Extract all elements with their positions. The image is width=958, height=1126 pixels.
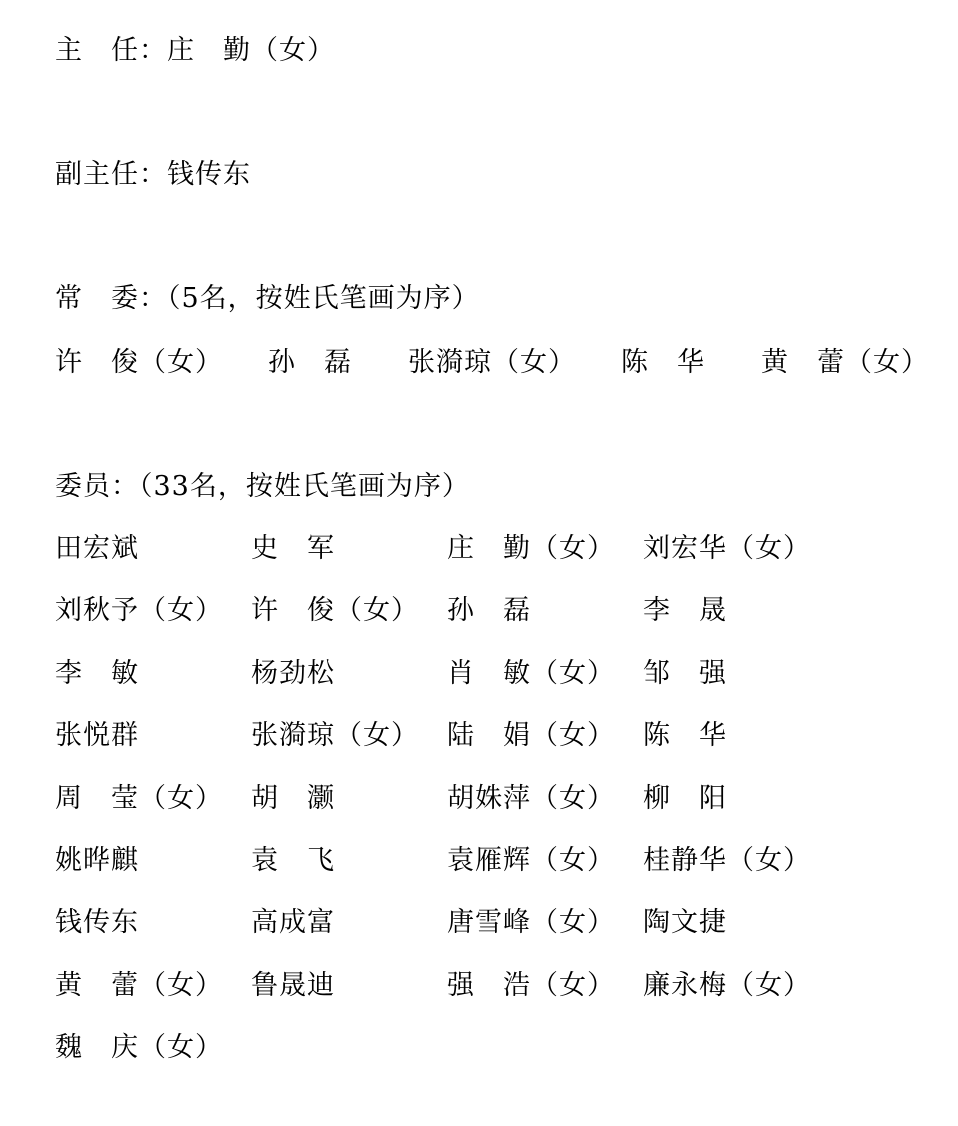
member-name: 李 晟 [643,595,727,626]
member-name: 鲁晟迪 [251,970,335,1001]
member-name: 高成富 [251,907,335,938]
member-name: 张漪琼（女） [251,720,419,751]
member-name: 黄 蕾（女） [55,970,223,1001]
standing-member-name: 张漪琼（女） [408,347,576,378]
standing-member-name: 许 俊（女） [55,347,223,378]
member-name: 唐雪峰（女） [447,907,615,938]
member-name: 陆 娟（女） [447,720,615,751]
member-name: 孙 磊 [447,595,531,626]
member-name: 肖 敏（女） [447,658,615,689]
member-name: 强 浩（女） [447,970,615,1001]
member-name: 姚晔麒 [55,845,139,876]
member-name: 胡姝萍（女） [447,783,615,814]
member-name: 田宏斌 [55,533,139,564]
member-name: 胡 灏 [251,783,335,814]
member-name: 陶文捷 [643,907,727,938]
member-name: 袁雁辉（女） [447,845,615,876]
member-name: 刘秋予（女） [55,595,223,626]
member-name: 刘宏华（女） [643,533,811,564]
members-heading: 委员：（33名，按姓氏笔画为序） [55,471,470,502]
member-name: 廉永梅（女） [643,970,811,1001]
member-name: 邹 强 [643,658,727,689]
member-name: 钱传东 [55,907,139,938]
standing-member-name: 陈 华 [621,347,705,378]
standing-member-name: 孙 磊 [268,347,352,378]
standing-member-name: 黄 蕾（女） [761,347,929,378]
member-name: 袁 飞 [251,845,335,876]
member-name: 李 敏 [55,658,139,689]
member-name: 杨劲松 [251,658,335,689]
standing-committee-heading: 常 委：（5名，按姓氏笔画为序） [55,283,480,314]
member-name: 张悦群 [55,720,139,751]
chair-line: 主 任：庄 勤（女） [55,35,335,66]
member-name: 柳 阳 [643,783,727,814]
member-name: 陈 华 [643,720,727,751]
member-name: 庄 勤（女） [447,533,615,564]
member-name: 史 军 [251,533,335,564]
member-name: 桂静华（女） [643,845,811,876]
member-name: 魏 庆（女） [55,1032,223,1063]
member-name: 许 俊（女） [251,595,419,626]
member-name: 周 莹（女） [55,783,223,814]
vice-chair-line: 副主任：钱传东 [55,159,251,190]
